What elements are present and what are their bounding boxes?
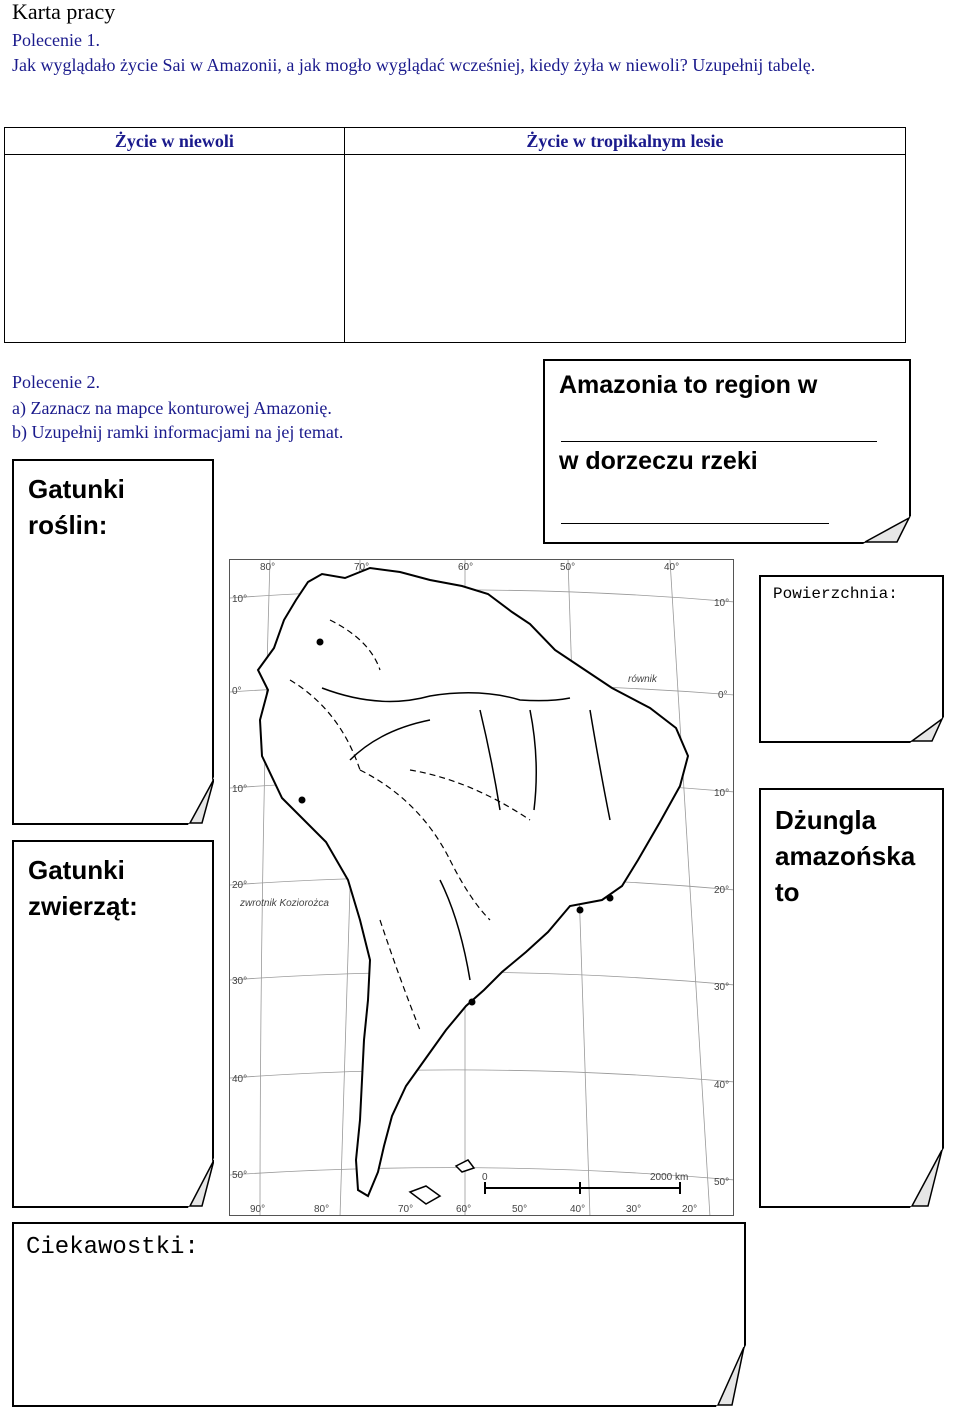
page-curl-icon [188, 1158, 214, 1208]
map-bottom-label: 20° [682, 1204, 698, 1215]
task1-label: Polecenie 1. [12, 30, 100, 50]
table-header-rainforest: Życie w tropikalnym lesie [344, 128, 905, 155]
map-top-label: 50° [560, 562, 576, 573]
page-curl-icon [910, 717, 944, 743]
map-left-label: 10° [232, 594, 248, 605]
region-note-box[interactable] [543, 359, 911, 544]
map-left-label: 10° [232, 784, 248, 795]
map-right-label: 20° [714, 885, 730, 896]
map-svg [230, 560, 734, 1216]
map-top-label: 80° [260, 562, 276, 573]
map-bottom-label: 70° [398, 1204, 414, 1215]
plants-label: Gatunki roślin: [28, 474, 125, 540]
plants-note-box[interactable] [12, 459, 214, 825]
region-line1: Amazonia to region w [559, 371, 818, 399]
map-bottom-label: 50° [512, 1204, 528, 1215]
map-left-label: 20° [232, 880, 248, 891]
map-bottom-label: 90° [250, 1204, 266, 1215]
page-curl-icon [910, 1148, 944, 1208]
map-top-label: 60° [458, 562, 474, 573]
map-bottom-label: 40° [570, 1204, 586, 1215]
task2-label: Polecenie 2. [12, 372, 100, 392]
area-note-box[interactable] [759, 575, 944, 743]
page-curl-icon [716, 1345, 746, 1407]
task2-instruction-b: b) Uzupełnij ramki informacjami na jej temat. [12, 422, 344, 442]
map-top-label: 40° [664, 562, 680, 573]
map-left-label: 40° [232, 1074, 248, 1085]
table-cell-rainforest[interactable] [344, 155, 905, 343]
facts-note-box[interactable] [12, 1222, 746, 1407]
map-left-label: 30° [232, 976, 248, 987]
task1-text: Jak wyglądało życie Sai w Amazonii, a jak mogło wyglądać wcześniej, kiedy żyła w niewoli? Uzupełnij tabelę. [12, 55, 816, 75]
tropic-label: zwrotnik Koziorożca [240, 898, 329, 909]
map-bottom-label: 30° [626, 1204, 642, 1215]
south-america-outline-map[interactable] [229, 559, 734, 1216]
map-right-label: 10° [714, 598, 730, 609]
scale-end-label: 2000 km [650, 1172, 689, 1183]
task2-instruction-a: a) Zaznacz na mapce konturowej Amazonię. [12, 398, 332, 418]
jungle-label: Dżungla amazońska to [775, 805, 916, 907]
map-right-label: 50° [714, 1177, 730, 1188]
jungle-note-box[interactable] [759, 788, 944, 1208]
table-header-captivity: Życie w niewoli [5, 128, 345, 155]
map-bottom-label: 60° [456, 1204, 472, 1215]
scale-zero-label: 0 [482, 1172, 488, 1183]
area-label: Powierzchnia: [773, 585, 898, 603]
page-curl-icon [863, 516, 911, 544]
map-left-label: 50° [232, 1170, 248, 1181]
map-right-label: 10° [714, 788, 730, 799]
animals-label: Gatunki zwierząt: [28, 855, 138, 921]
map-left-label: 0° [232, 686, 242, 697]
map-right-label: 0° [718, 690, 728, 701]
table-cell-captivity[interactable] [5, 155, 345, 343]
comparison-table [4, 127, 906, 343]
facts-label: Ciekawostki: [26, 1234, 199, 1261]
page-curl-icon [188, 777, 214, 825]
map-bottom-label: 80° [314, 1204, 330, 1215]
map-top-label: 70° [354, 562, 370, 573]
region-blank-line-1[interactable] [561, 441, 877, 442]
worksheet-title: Karta pracy [12, 0, 116, 24]
region-line2: w dorzeczu rzeki [559, 447, 758, 475]
animals-note-box[interactable] [12, 840, 214, 1208]
map-right-label: 40° [714, 1080, 730, 1091]
equator-label: równik [628, 674, 657, 685]
region-blank-line-2[interactable] [561, 523, 829, 524]
map-right-label: 30° [714, 982, 730, 993]
